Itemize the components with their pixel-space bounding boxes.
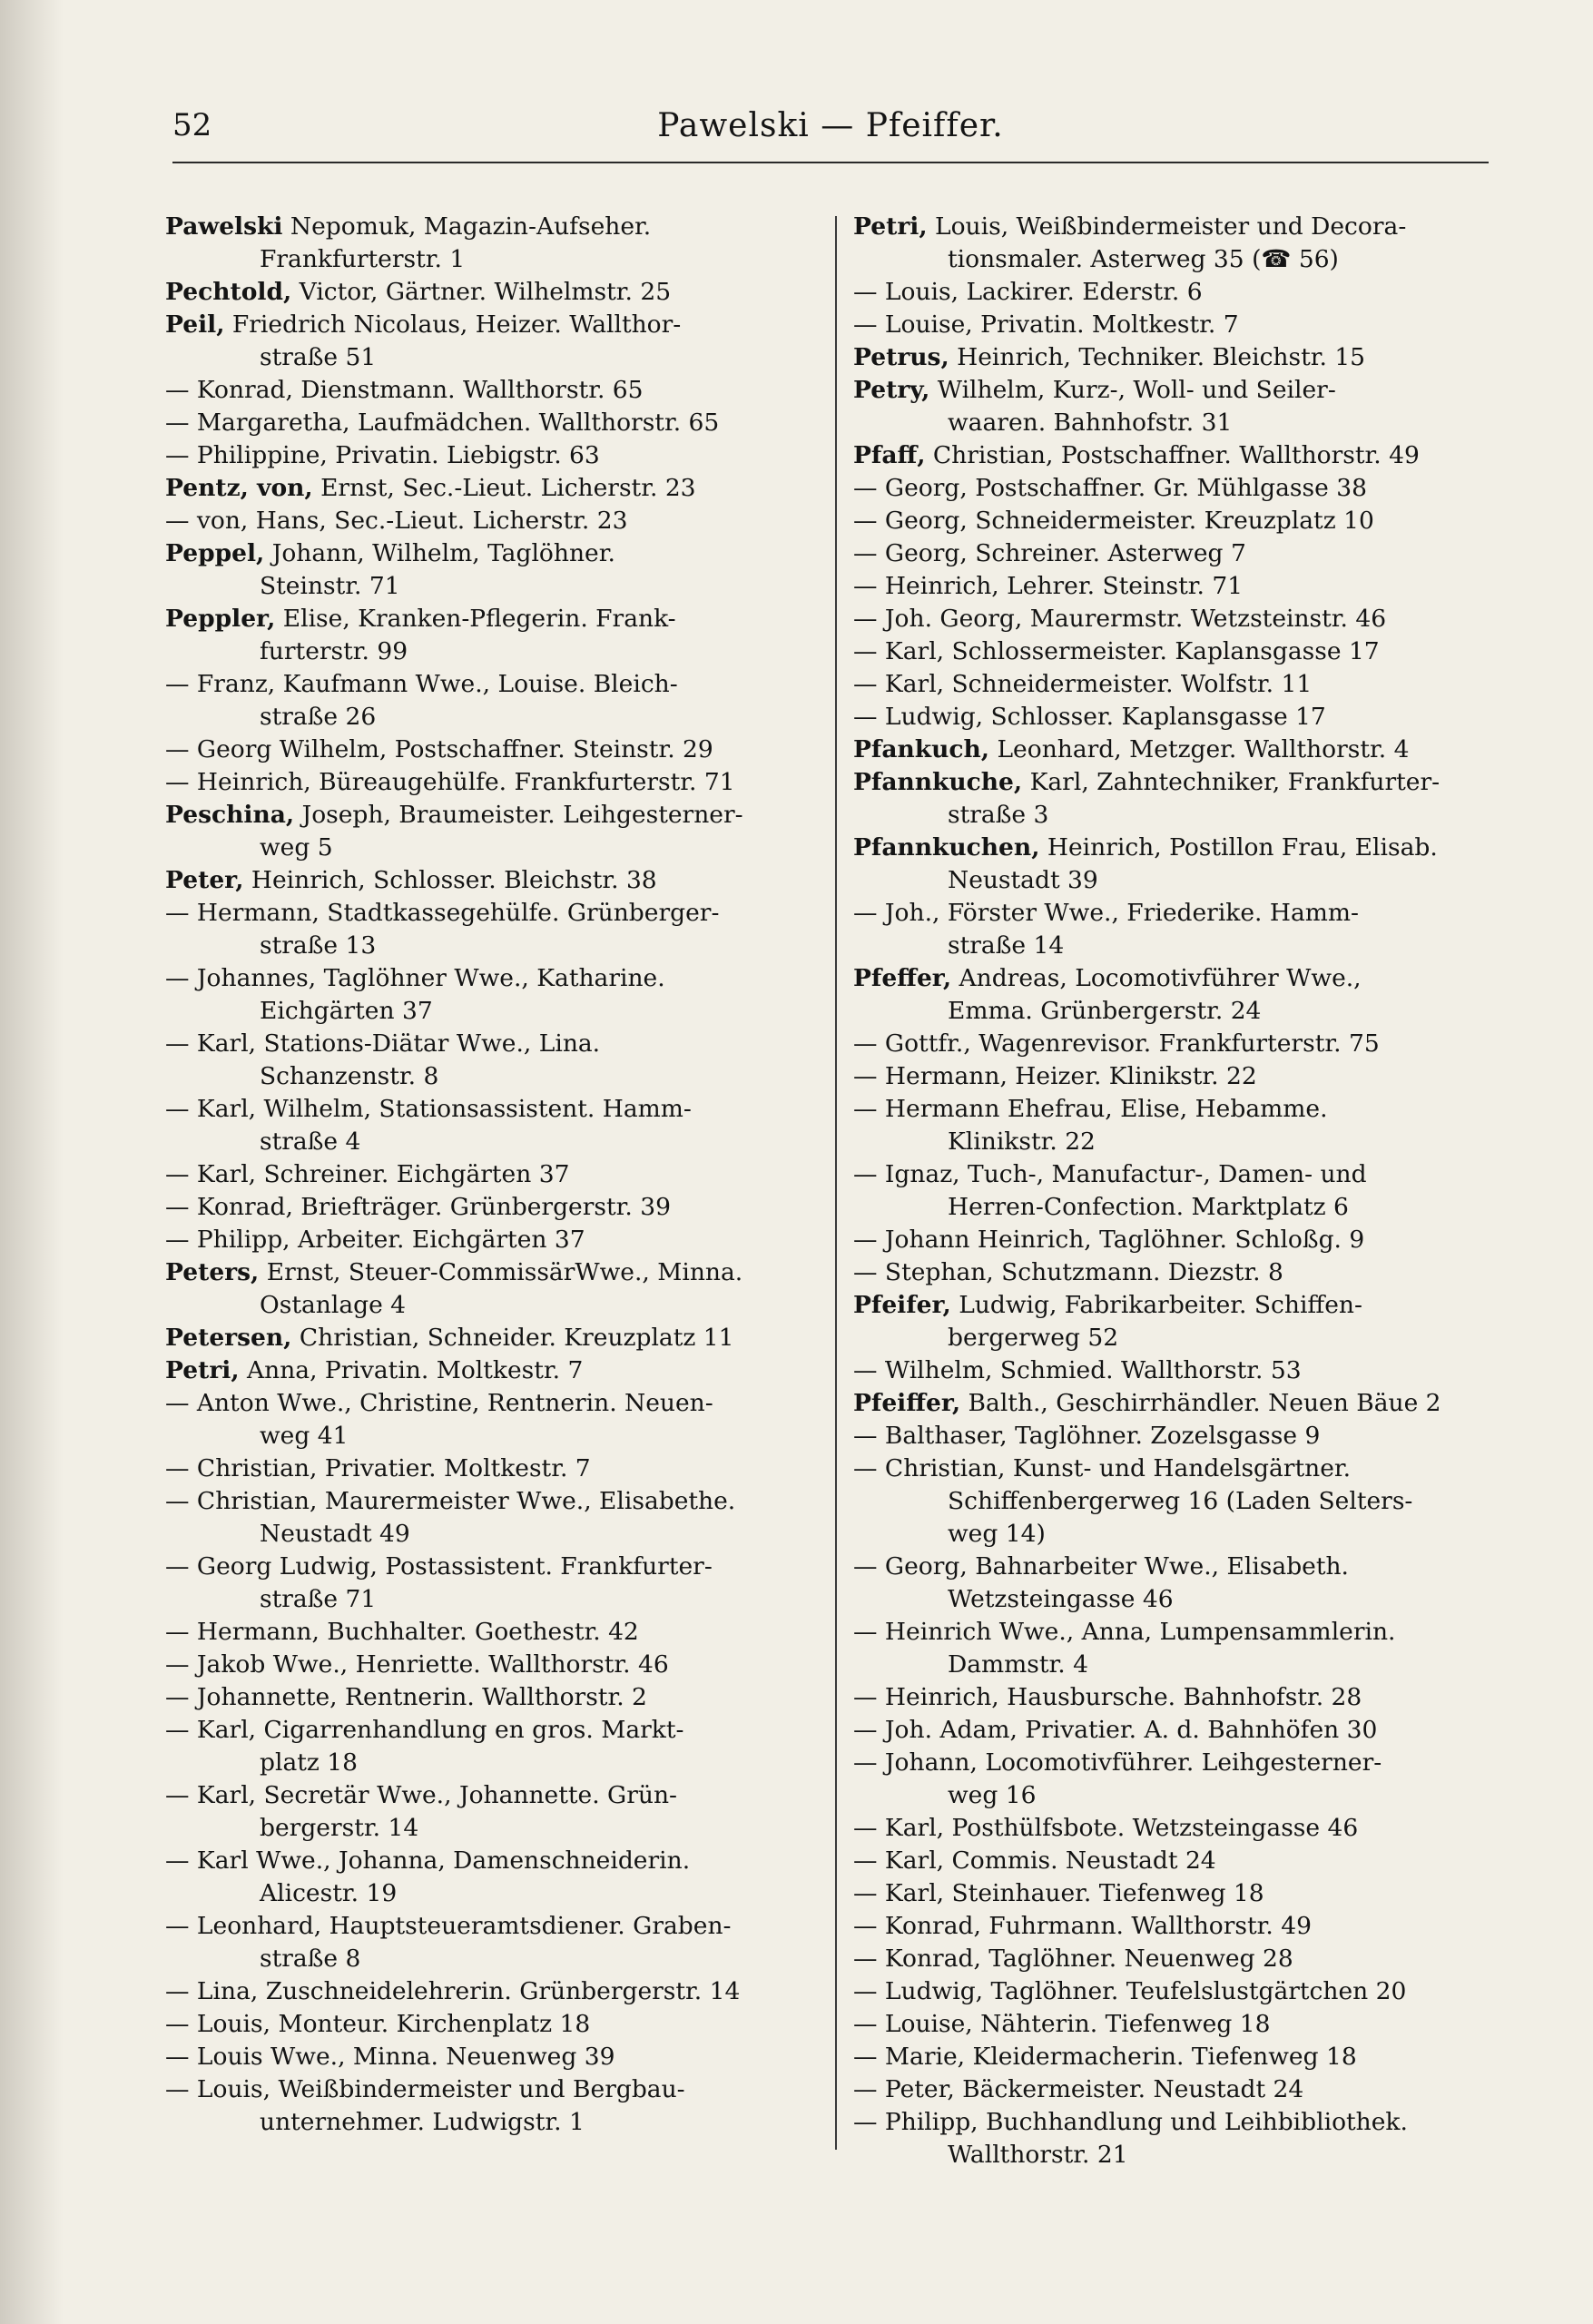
directory-subentry xyxy=(165,1158,569,1191)
entry-text: — Karl, Steinhauer. Tiefenweg 18 xyxy=(853,1879,1264,1907)
directory-entry xyxy=(853,1387,1441,1420)
entry-text: — von, Hans, Sec.-Lieut. Licherstr. 23 xyxy=(165,507,628,535)
directory-subentry xyxy=(853,1420,1320,1452)
entry-text: platz 18 xyxy=(260,1748,358,1777)
entry-text: — Louis Wwe., Minna. Neuenweg 39 xyxy=(165,2043,615,2071)
page-header xyxy=(172,107,1489,163)
directory-subentry xyxy=(853,570,1243,603)
entry-text: Schiffenbergerweg 16 (Laden Selters- xyxy=(948,1487,1413,1515)
entry-text: straße 14 xyxy=(948,931,1065,960)
entry-text: — Karl, Stations-Diätar Wwe., Lina. xyxy=(165,1029,601,1058)
directory-subentry xyxy=(165,1387,713,1420)
entry-text: — Georg, Schneidermeister. Kreuzplatz 10 xyxy=(853,507,1374,535)
directory-subentry xyxy=(165,766,735,799)
entry-continuation xyxy=(260,1812,418,1845)
entry-text: straße 26 xyxy=(260,703,377,731)
entry-text: Friedrich Nicolaus, Heizer. Wallthor- xyxy=(224,310,682,339)
entry-text: — Heinrich, Büreaugehülfe. Frankfurterstr. 71 xyxy=(165,768,735,796)
entry-text: Ernst, Sec.-Lieut. Licherstr. 23 xyxy=(312,474,696,502)
entry-continuation xyxy=(260,1126,360,1158)
directory-subentry xyxy=(853,2008,1270,2041)
entry-surname: Pfankuch, xyxy=(853,735,990,763)
directory-entry xyxy=(165,799,743,832)
entry-surname: Pfannkuche, xyxy=(853,768,1023,796)
entry-text: straße 3 xyxy=(948,801,1049,829)
directory-subentry xyxy=(853,603,1386,635)
directory-subentry xyxy=(165,407,719,439)
entry-text: Frankfurterstr. 1 xyxy=(260,245,466,273)
entry-continuation xyxy=(948,1126,1096,1158)
entry-text: Klinikstr. 22 xyxy=(948,1128,1096,1156)
entry-text: waaren. Bahnhofstr. 31 xyxy=(948,409,1233,437)
entry-text: Heinrich, Schlosser. Bleichstr. 38 xyxy=(243,866,657,894)
entry-text: Karl, Zahntechniker, Frankfurter- xyxy=(1022,768,1441,796)
directory-subentry xyxy=(165,1975,740,2008)
entry-continuation xyxy=(948,1485,1412,1518)
directory-subentry xyxy=(853,537,1246,570)
entry-text: Dammstr. 4 xyxy=(948,1650,1089,1679)
directory-entry xyxy=(853,832,1438,864)
entry-text: Balth., Geschirrhändler. Neuen Bäue 2 xyxy=(960,1389,1441,1417)
entry-continuation xyxy=(948,799,1048,832)
directory-entry xyxy=(853,374,1336,407)
entry-text: straße 51 xyxy=(260,343,377,371)
entry-text: Ernst, Steuer-CommissärWwe., Minna. xyxy=(259,1258,743,1286)
entry-text: Steinstr. 71 xyxy=(260,572,400,600)
page-number: 52 xyxy=(172,107,212,143)
entry-text: — Georg, Bahnarbeiter Wwe., Elisabeth. xyxy=(853,1552,1349,1581)
entry-text: — Margaretha, Laufmädchen. Wallthorstr. 65 xyxy=(165,409,720,437)
entry-text: — Stephan, Schutzmann. Diezstr. 8 xyxy=(853,1258,1283,1286)
directory-entry xyxy=(165,1322,733,1354)
column-divider xyxy=(835,216,837,2150)
entry-continuation xyxy=(260,1943,360,1975)
entry-continuation xyxy=(948,2139,1128,2171)
entry-surname: Petersen, xyxy=(165,1324,292,1352)
entry-text: — Karl, Schreiner. Eichgärten 37 xyxy=(165,1160,570,1188)
entry-continuation xyxy=(260,635,408,668)
entry-text: — Konrad, Dienstmann. Wallthorstr. 65 xyxy=(165,376,644,404)
entry-text: weg 14) xyxy=(948,1520,1046,1548)
entry-text: Anna, Privatin. Moltkestr. 7 xyxy=(239,1356,584,1384)
entry-continuation xyxy=(260,1060,438,1093)
entry-text: — Philippine, Privatin. Liebigstr. 63 xyxy=(165,441,600,469)
entry-text: — Georg, Postschaffner. Gr. Mühlgasse 38 xyxy=(853,474,1367,502)
entry-continuation xyxy=(948,1649,1088,1681)
entry-text: Neustadt 39 xyxy=(948,866,1098,894)
entry-text: — Georg Wilhelm, Postschaffner. Steinstr. 29 xyxy=(165,735,713,763)
entry-surname: Pfeffer, xyxy=(853,964,952,992)
directory-subentry xyxy=(165,2073,685,2106)
entry-continuation xyxy=(260,995,433,1028)
directory-subentry xyxy=(853,1714,1377,1747)
entry-surname: Petry, xyxy=(853,376,930,404)
directory-subentry xyxy=(165,1845,690,1877)
directory-entry xyxy=(165,309,681,341)
directory-subentry xyxy=(853,1910,1312,1943)
directory-subentry xyxy=(853,1812,1358,1845)
directory-subentry xyxy=(853,276,1203,309)
directory-entry xyxy=(853,766,1440,799)
entry-text: bergerweg 52 xyxy=(948,1324,1119,1352)
entry-surname: Pentz, von, xyxy=(165,474,313,502)
entry-text: Heinrich, Techniker. Bleichstr. 15 xyxy=(949,343,1366,371)
directory-subentry xyxy=(165,2041,615,2073)
entry-text: Herren-Confection. Marktplatz 6 xyxy=(948,1193,1349,1221)
entry-text: — Jakob Wwe., Henriette. Wallthorstr. 46 xyxy=(165,1650,669,1679)
directory-subentry xyxy=(165,897,719,930)
entry-text: straße 71 xyxy=(260,1585,377,1613)
directory-subentry xyxy=(165,1452,591,1485)
directory-subentry xyxy=(165,1779,677,1812)
entry-text: Wilhelm, Kurz-, Woll- und Seiler- xyxy=(929,376,1336,404)
directory-subentry xyxy=(853,505,1374,537)
entry-text: — Peter, Bäckermeister. Neustadt 24 xyxy=(853,2075,1304,2103)
entry-text: — Joh., Förster Wwe., Friederike. Hamm- xyxy=(853,899,1360,927)
directory-subentry xyxy=(165,1485,735,1518)
entry-text: Ostanlage 4 xyxy=(260,1291,407,1319)
directory-subentry xyxy=(853,1093,1328,1126)
entry-continuation xyxy=(260,1289,406,1322)
directory-entry xyxy=(165,211,651,243)
directory-subentry xyxy=(853,1256,1283,1289)
entry-text: — Karl Wwe., Johanna, Damenschneiderin. xyxy=(165,1846,691,1875)
entry-text: — Christian, Maurermeister Wwe., Elisabethe. xyxy=(165,1487,736,1515)
directory-subentry xyxy=(165,505,627,537)
directory-subentry xyxy=(165,1910,731,1943)
entry-text: — Louis, Weißbindermeister und Bergbau- xyxy=(165,2075,685,2103)
entry-text: — Georg, Schreiner. Asterweg 7 xyxy=(853,539,1246,567)
entry-text: — Konrad, Briefträger. Grünbergerstr. 39 xyxy=(165,1193,671,1221)
entry-text: — Anton Wwe., Christine, Rentnerin. Neuen- xyxy=(165,1389,713,1417)
running-head: Pawelski — Pfeiffer. xyxy=(657,107,1004,144)
entry-text: Elise, Kranken-Pflegerin. Frank- xyxy=(275,605,676,633)
entry-text: Neustadt 49 xyxy=(260,1520,410,1548)
directory-subentry xyxy=(853,1975,1406,2008)
directory-subentry xyxy=(853,1354,1302,1387)
entry-surname: Petri, xyxy=(165,1356,240,1384)
entry-text: straße 13 xyxy=(260,931,377,960)
entry-text: Leonhard, Metzger. Wallthorstr. 4 xyxy=(989,735,1410,763)
entry-text: weg 41 xyxy=(260,1422,349,1450)
directory-subentry xyxy=(853,2041,1357,2073)
directory-subentry xyxy=(853,1452,1351,1485)
entry-text: Ludwig, Fabrikarbeiter. Schiffen- xyxy=(950,1291,1362,1319)
entry-text: tionsmaler. Asterweg 35 (☎ 56) xyxy=(948,245,1339,273)
directory-subentry xyxy=(165,374,644,407)
entry-text: — Joh. Georg, Maurermstr. Wetzsteinstr. 46 xyxy=(853,605,1387,633)
entry-text: — Ludwig, Schlosser. Kaplansgasse 17 xyxy=(853,703,1326,731)
directory-subentry xyxy=(853,635,1380,668)
directory-entry xyxy=(165,1354,583,1387)
entry-text: Wetzsteingasse 46 xyxy=(948,1585,1174,1613)
directory-entry xyxy=(165,603,676,635)
entry-surname: Pfannkuchen, xyxy=(853,833,1040,862)
entry-surname: Pawelski xyxy=(165,212,283,241)
directory-subentry xyxy=(165,962,665,995)
directory-entry xyxy=(853,341,1365,374)
entry-continuation xyxy=(260,341,376,374)
directory-subentry xyxy=(853,1616,1395,1649)
entry-text: — Gottfr., Wagenrevisor. Frankfurterstr. 75 xyxy=(853,1029,1380,1058)
entry-continuation xyxy=(948,1779,1036,1812)
directory-entry xyxy=(853,962,1362,995)
entry-text: — Leonhard, Hauptsteueramtsdiener. Graben- xyxy=(165,1912,732,1940)
entry-text: weg 5 xyxy=(260,833,333,862)
entry-text: — Karl, Commis. Neustadt 24 xyxy=(853,1846,1216,1875)
entry-text: unternehmer. Ludwigstr. 1 xyxy=(260,2108,585,2136)
entry-text: — Balthaser, Taglöhner. Zozelsgasse 9 xyxy=(853,1422,1321,1450)
entry-text: Alicestr. 19 xyxy=(260,1879,398,1907)
entry-surname: Peppler, xyxy=(165,605,276,633)
directory-subentry xyxy=(853,2106,1408,2139)
entry-text: — Konrad, Fuhrmann. Wallthorstr. 49 xyxy=(853,1912,1313,1940)
directory-subentry xyxy=(853,1551,1349,1583)
directory-subentry xyxy=(853,1877,1264,1910)
entry-continuation xyxy=(948,995,1261,1028)
entry-continuation xyxy=(260,930,376,962)
entry-text: — Louis, Monteur. Kirchenplatz 18 xyxy=(165,2010,591,2038)
entry-text: — Hermann, Heizer. Klinikstr. 22 xyxy=(853,1062,1257,1090)
entry-text: Wallthorstr. 21 xyxy=(948,2141,1128,2169)
entry-text: Schanzenstr. 8 xyxy=(260,1062,439,1090)
entry-text: Nepomuk, Magazin-Aufseher. xyxy=(282,212,652,241)
directory-subentry xyxy=(853,1060,1257,1093)
entry-text: Johann, Wilhelm, Taglöhner. xyxy=(264,539,615,567)
entry-text: Emma. Grünbergerstr. 24 xyxy=(948,997,1262,1025)
entry-text: — Johannette, Rentnerin. Wallthorstr. 2 xyxy=(165,1683,647,1711)
entry-text: Louis, Weißbindermeister und Decora- xyxy=(927,212,1407,241)
entry-text: Victor, Gärtner. Wilhelmstr. 25 xyxy=(291,278,672,306)
entry-text: — Hermann Ehefrau, Elise, Hebamme. xyxy=(853,1095,1328,1123)
entry-surname: Pechtold, xyxy=(165,278,292,306)
entry-surname: Peppel, xyxy=(165,539,265,567)
directory-subentry xyxy=(853,1028,1380,1060)
directory-subentry xyxy=(853,1943,1293,1975)
entry-text: — Hermann, Buchhalter. Goethestr. 42 xyxy=(165,1618,639,1646)
entry-continuation xyxy=(260,2106,585,2139)
directory-entry xyxy=(853,1289,1362,1322)
directory-entry xyxy=(853,439,1420,472)
directory-entry xyxy=(165,1256,742,1289)
entry-text: straße 8 xyxy=(260,1945,361,1973)
entry-text: — Karl, Cigarrenhandlung en gros. Markt- xyxy=(165,1716,684,1744)
entry-continuation xyxy=(260,1420,348,1452)
entry-text: — Philipp, Arbeiter. Eichgärten 37 xyxy=(165,1226,585,1254)
entry-text: — Franz, Kaufmann Wwe., Louise. Bleich- xyxy=(165,670,678,698)
entry-continuation xyxy=(260,1877,397,1910)
entry-surname: Peschina, xyxy=(165,801,295,829)
entry-continuation xyxy=(948,930,1064,962)
entry-text: Christian, Schneider. Kreuzplatz 11 xyxy=(291,1324,734,1352)
directory-subentry xyxy=(165,668,678,701)
entry-text: Christian, Postschaffner. Wallthorstr. 49 xyxy=(925,441,1420,469)
entry-text: Eichgärten 37 xyxy=(260,997,433,1025)
entry-text: — Philipp, Buchhandlung und Leihbibliothek. xyxy=(853,2108,1408,2136)
entry-text: — Konrad, Taglöhner. Neuenweg 28 xyxy=(853,1945,1293,1973)
entry-text: — Johann, Locomotivführer. Leihgesterner- xyxy=(853,1748,1382,1777)
entry-continuation xyxy=(260,243,465,276)
directory-entry xyxy=(853,734,1410,766)
directory-subentry xyxy=(165,1714,683,1747)
entry-text: — Karl, Schlossermeister. Kaplansgasse 17 xyxy=(853,637,1380,665)
entry-text: — Hermann, Stadtkassegehülfe. Grünberger- xyxy=(165,899,720,927)
entry-continuation xyxy=(948,1583,1174,1616)
entry-continuation xyxy=(948,1322,1118,1354)
directory-subentry xyxy=(853,897,1359,930)
entry-surname: Peil, xyxy=(165,310,225,339)
entry-text: furterstr. 99 xyxy=(260,637,408,665)
entry-text: — Karl, Posthülfsbote. Wetzsteingasse 46 xyxy=(853,1814,1359,1842)
directory-subentry xyxy=(853,1747,1382,1779)
entry-continuation xyxy=(260,832,333,864)
directory-subentry xyxy=(853,309,1239,341)
entry-surname: Peter, xyxy=(165,866,244,894)
directory-subentry xyxy=(165,1191,671,1224)
entry-text: bergerstr. 14 xyxy=(260,1814,419,1842)
entry-text: — Joh. Adam, Privatier. A. d. Bahnhöfen 30 xyxy=(853,1716,1378,1744)
entry-continuation xyxy=(948,864,1098,897)
entry-text: — Karl, Secretär Wwe., Johannette. Grün- xyxy=(165,1781,677,1809)
entry-text: — Heinrich Wwe., Anna, Lumpensammlerin. xyxy=(853,1618,1396,1646)
entry-text: — Louise, Privatin. Moltkestr. 7 xyxy=(853,310,1239,339)
entry-text: Joseph, Braumeister. Leihgesterner- xyxy=(294,801,743,829)
directory-subentry xyxy=(853,1845,1216,1877)
entry-surname: Peters, xyxy=(165,1258,260,1286)
entry-text: — Louis, Lackirer. Ederstr. 6 xyxy=(853,278,1203,306)
entry-continuation xyxy=(948,243,1339,276)
entry-text: Andreas, Locomotivführer Wwe., xyxy=(951,964,1362,992)
entry-surname: Petrus, xyxy=(853,343,949,371)
entry-continuation xyxy=(948,1518,1046,1551)
directory-subentry xyxy=(165,1649,669,1681)
entry-text: — Louise, Nähterin. Tiefenweg 18 xyxy=(853,2010,1271,2038)
entry-text: — Georg Ludwig, Postassistent. Frankfurter- xyxy=(165,1552,713,1581)
entry-text: — Ignaz, Tuch-, Manufactur-, Damen- und xyxy=(853,1160,1367,1188)
entry-surname: Pfeiffer, xyxy=(853,1389,961,1417)
directory-subentry xyxy=(853,2073,1303,2106)
entry-text: Heinrich, Postillon Frau, Elisab. xyxy=(1039,833,1438,862)
directory-subentry xyxy=(853,1681,1362,1714)
entry-text: — Lina, Zuschneidelehrerin. Grünbergerstr. 14 xyxy=(165,1977,741,2005)
directory-entry xyxy=(853,211,1406,243)
directory-entry xyxy=(165,276,671,309)
entry-surname: Pfaff, xyxy=(853,441,926,469)
entry-continuation xyxy=(260,1583,376,1616)
entry-text: — Heinrich, Hausbursche. Bahnhofstr. 28 xyxy=(853,1683,1362,1711)
directory-subentry xyxy=(165,734,713,766)
entry-surname: Pfeifer, xyxy=(853,1291,951,1319)
directory-subentry xyxy=(853,472,1367,505)
entry-text: — Karl, Wilhelm, Stationsassistent. Hamm- xyxy=(165,1095,692,1123)
entry-text: — Heinrich, Lehrer. Steinstr. 71 xyxy=(853,572,1244,600)
entry-text: — Marie, Kleidermacherin. Tiefenweg 18 xyxy=(853,2043,1357,2071)
directory-subentry xyxy=(853,1224,1364,1256)
entry-continuation xyxy=(948,407,1232,439)
directory-subentry xyxy=(853,701,1326,734)
directory-subentry xyxy=(165,2008,590,2041)
directory-subentry xyxy=(165,1551,713,1583)
entry-surname: Petri, xyxy=(853,212,928,241)
directory-subentry xyxy=(165,1093,692,1126)
directory-entry xyxy=(165,537,615,570)
directory-entry xyxy=(165,864,657,897)
directory-subentry xyxy=(853,668,1312,701)
entry-continuation xyxy=(260,701,376,734)
entry-text: — Christian, Kunst- und Handelsgärtner. xyxy=(853,1454,1352,1482)
entry-text: — Johann Heinrich, Taglöhner. Schloßg. 9 xyxy=(853,1226,1365,1254)
entry-continuation xyxy=(948,1191,1349,1224)
entry-text: — Wilhelm, Schmied. Wallthorstr. 53 xyxy=(853,1356,1302,1384)
entry-text: — Karl, Schneidermeister. Wolfstr. 11 xyxy=(853,670,1313,698)
entry-text: — Johannes, Taglöhner Wwe., Katharine. xyxy=(165,964,665,992)
entry-text: — Ludwig, Taglöhner. Teufelslustgärtchen 20 xyxy=(853,1977,1407,2005)
entry-text: weg 16 xyxy=(948,1781,1037,1809)
directory-subentry xyxy=(853,1158,1367,1191)
entry-text: straße 4 xyxy=(260,1128,361,1156)
directory-subentry xyxy=(165,1681,647,1714)
entry-text: — Christian, Privatier. Moltkestr. 7 xyxy=(165,1454,591,1482)
directory-subentry xyxy=(165,1224,585,1256)
directory-subentry xyxy=(165,439,600,472)
entry-continuation xyxy=(260,1518,410,1551)
entry-continuation xyxy=(260,1747,358,1779)
directory-subentry xyxy=(165,1028,600,1060)
directory-subentry xyxy=(165,1616,639,1649)
entry-continuation xyxy=(260,570,400,603)
directory-entry xyxy=(165,472,696,505)
